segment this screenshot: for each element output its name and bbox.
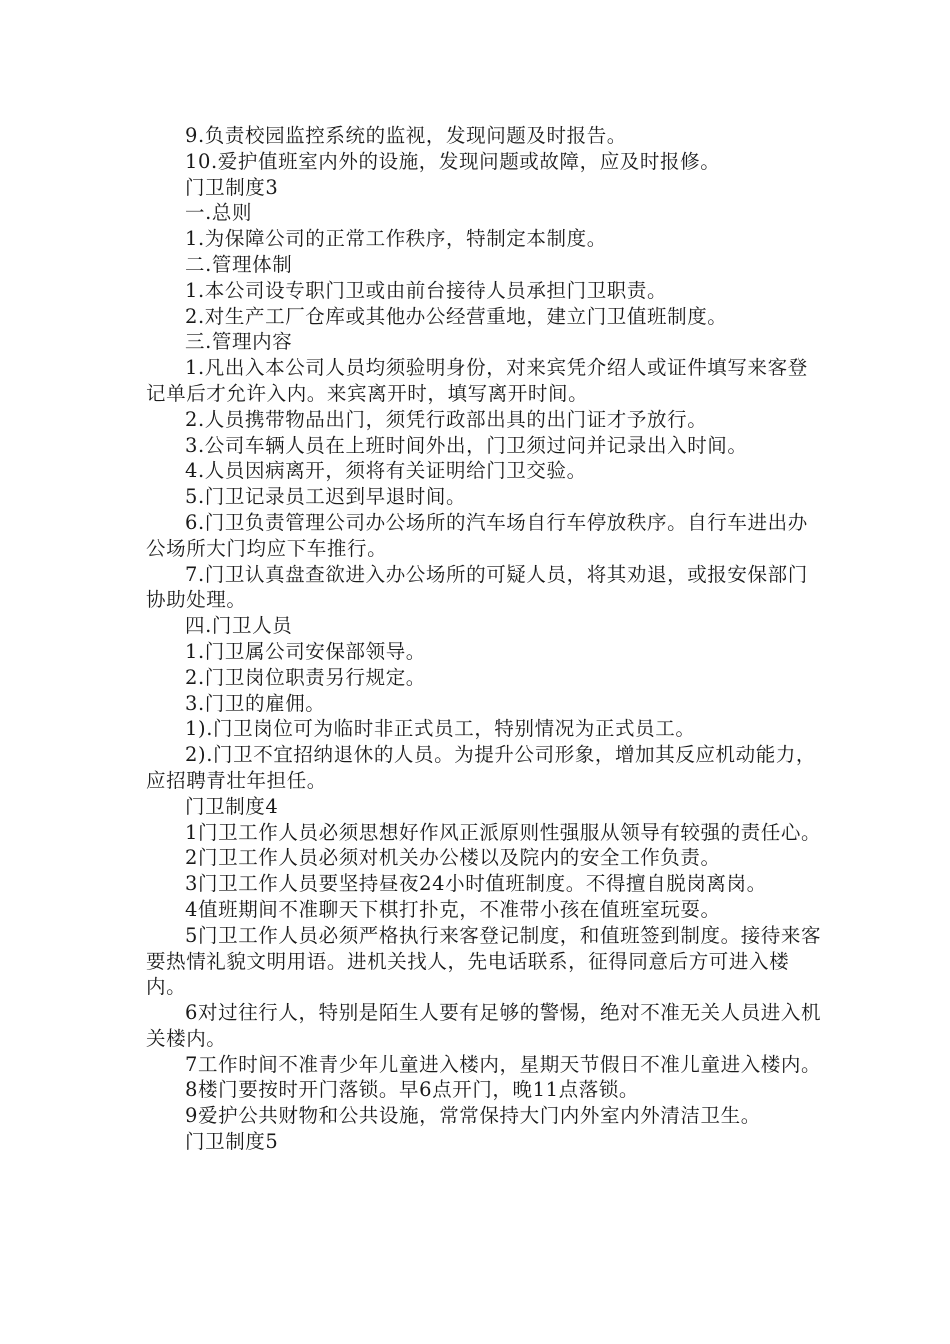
paragraph: 1.本公司设专职门卫或由前台接待人员承担门卫职责。 [185, 278, 668, 302]
paragraph: 2.对生产工厂仓库或其他办公经营重地，建立门卫值班制度。 [185, 304, 728, 328]
paragraph: 2.人员携带物品出门，须凭行政部出具的出门证才予放行。 [185, 407, 708, 431]
paragraph: 2.门卫岗位职责另行规定。 [185, 665, 426, 689]
paragraph: 9爱护公共财物和公共设施，常常保持大门内外室内外清洁卫生。 [185, 1104, 761, 1128]
paragraph: 1门卫工作人员必须思想好作风正派原则性强服从领导有较强的责任心。 [185, 820, 822, 844]
paragraph: 7工作时间不准青少年儿童进入楼内，星期天节假日不准儿童进入楼内。 [185, 1052, 822, 1076]
paragraph: 5.门卫记录员工迟到早退时间。 [185, 485, 467, 509]
paragraph: 2门卫工作人员必须对机关办公楼以及院内的安全工作负责。 [185, 846, 721, 870]
section-heading: 门卫制度5 [185, 1130, 279, 1154]
paragraph: 4.人员因病离开，须将有关证明给门卫交验。 [185, 459, 587, 483]
paragraph: 6对过往行人，特别是陌生人要有足够的警惕，绝对不准无关人员进入机关楼内。 [146, 1001, 822, 1050]
subsection-heading: 四.门卫人员 [185, 614, 293, 638]
paragraph: 3门卫工作人员要坚持昼夜24小时值班制度。不得擅自脱岗离岗。 [185, 872, 767, 896]
subsection-heading: 三.管理内容 [185, 330, 293, 354]
paragraph: 5门卫工作人员必须严格执行来客登记制度，和值班签到制度。接待来客要热情礼貌文明用语。进机关找人，先电话联系，征得同意后方可进入楼内。 [146, 923, 822, 999]
paragraph: 8楼门要按时开门落锁。早6点开门，晚11点落锁。 [185, 1078, 640, 1102]
paragraph: 1.为保障公司的正常工作秩序，特制定本制度。 [185, 227, 607, 251]
document-body [146, 123, 826, 1155]
paragraph: 9.负责校园监控系统的监视，发现问题及时报告。 [185, 124, 627, 147]
paragraph: 7.门卫认真盘查欲进入办公场所的可疑人员，将其劝退，或报安保部门协助处理。 [146, 562, 808, 612]
subsection-heading: 二.管理体制 [185, 252, 293, 276]
paragraph: 6.门卫负责管理公司办公场所的汽车场自行车停放秩序。自行车进出办公场所大门均应下车推行。 [146, 510, 808, 560]
paragraph: 4值班期间不准聊天下棋打扑克，不准带小孩在值班室玩耍。 [185, 897, 721, 921]
paragraph: 1.凡出入本公司人员均须验明身份，对来宾凭介绍人或证件填写来客登记单后才允许入内。来宾离开时，填写离开时间。 [146, 356, 808, 405]
paragraph: 3.门卫的雇佣。 [185, 691, 326, 715]
paragraph: 2).门卫不宜招纳退休的人员。为提升公司形象，增加其反应机动能力，应招聘青壮年担任。 [146, 743, 817, 792]
section-heading: 门卫制度3 [185, 175, 279, 199]
paragraph: 3.公司车辆人员在上班时间外出，门卫须过问并记录出入时间。 [185, 433, 748, 457]
paragraph: 1.门卫属公司安保部领导。 [185, 639, 426, 663]
paragraph: 1).门卫岗位可为临时非正式员工，特别情况为正式员工。 [185, 717, 696, 741]
section-heading: 门卫制度4 [185, 794, 279, 818]
subsection-heading: 一.总则 [185, 201, 253, 225]
paragraph: 10.爱护值班室内外的设施，发现问题或故障，应及时报修。 [185, 149, 721, 173]
